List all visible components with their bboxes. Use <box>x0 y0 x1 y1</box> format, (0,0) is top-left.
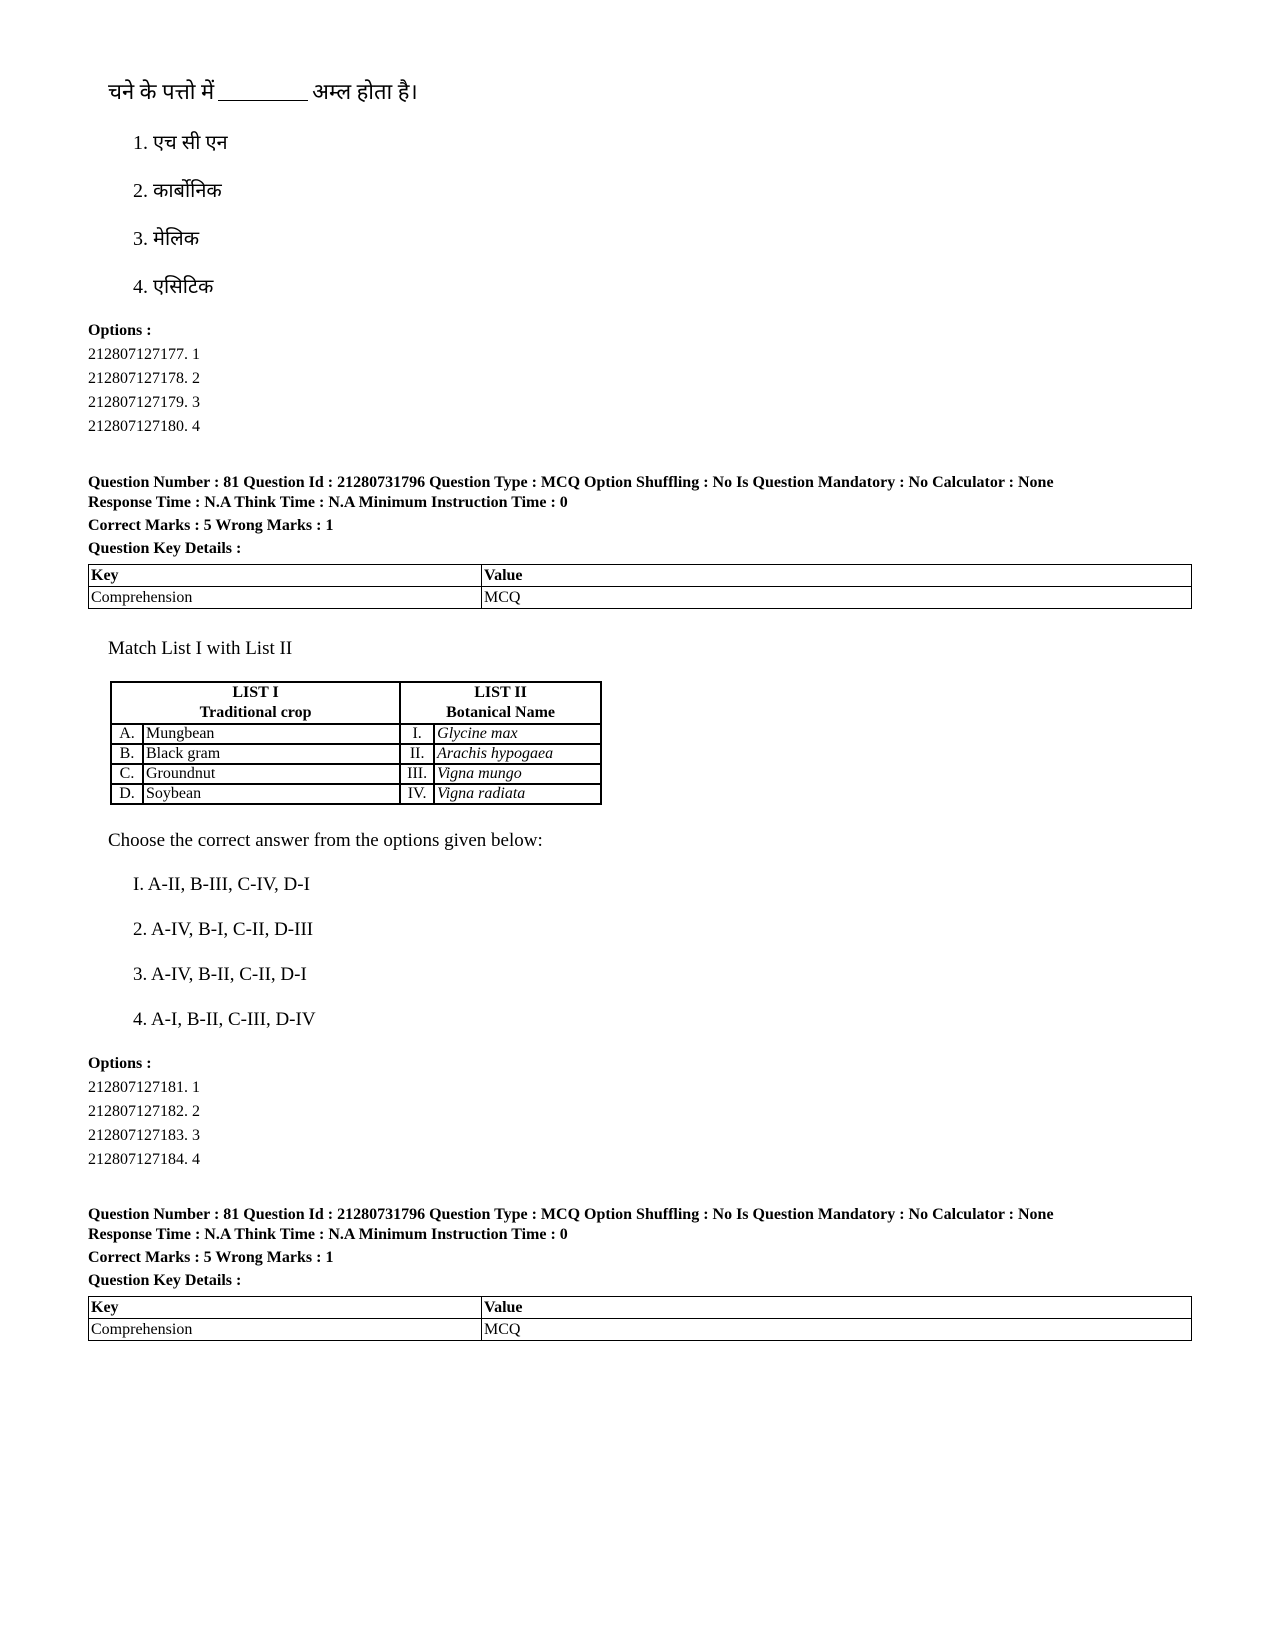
row-botanical: Vigna radiata <box>434 784 601 804</box>
match-row <box>111 764 601 784</box>
answer-choice-4: 4. एसिटिक <box>133 276 214 298</box>
option-id-1: 212807127177. 1 <box>88 346 200 363</box>
match-table <box>110 681 602 805</box>
option-id-4: 212807127180. 4 <box>88 418 200 435</box>
table-row <box>89 587 1192 609</box>
answer-choice-3: 3. मेलिक <box>133 228 200 250</box>
row-letter: D. <box>111 784 143 804</box>
answer-choice-3: 3. A-IV, B-II, C-II, D-I <box>133 964 307 985</box>
key-cell: Comprehension <box>89 587 482 609</box>
value-header: Value <box>482 565 1192 587</box>
row-letter: A. <box>111 724 143 744</box>
row-botanical: Arachis hypogaea <box>434 744 601 764</box>
option-id-4: 212807127184. 4 <box>88 1151 200 1168</box>
list2-header-subtitle: Botanical Name <box>446 704 555 721</box>
row-roman: IV. <box>400 784 434 804</box>
match-header-row <box>111 682 601 724</box>
table-header-row <box>89 565 1192 587</box>
match-row <box>111 784 601 804</box>
match-instruction: Match List I with List II <box>108 638 293 659</box>
answer-choice-1: I. A-II, B-III, C-IV, D-I <box>133 874 310 895</box>
answer-choice-2: 2. कार्बोनिक <box>133 180 222 202</box>
row-botanical: Glycine max <box>434 724 601 744</box>
row-roman: II. <box>400 744 434 764</box>
table-row <box>89 1319 1192 1341</box>
key-cell: Comprehension <box>89 1319 482 1341</box>
answer-choice-1: 1. एच सी एन <box>133 132 228 154</box>
options-block-2 <box>88 1052 200 1172</box>
question-meta-2 <box>88 1205 1054 1291</box>
option-id-3: 212807127183. 3 <box>88 1127 200 1144</box>
meta-question-info: Question Number : 81 Question Id : 21280731796 Question Type : MCQ Option Shuffling : No Is Question Mandatory : No Calculator : None <box>88 474 1054 491</box>
option-id-1: 212807127181. 1 <box>88 1079 200 1096</box>
table-header-row <box>89 1297 1192 1319</box>
value-header: Value <box>482 1297 1192 1319</box>
row-crop: Groundnut <box>143 764 400 784</box>
row-botanical: Vigna mungo <box>434 764 601 784</box>
row-crop: Mungbean <box>143 724 400 744</box>
meta-key-details-label: Question Key Details : <box>88 540 242 557</box>
fill-blank <box>218 82 308 101</box>
list2-header <box>400 682 601 724</box>
question-stem-hindi <box>108 76 418 106</box>
answer-choice-4: 4. A-I, B-II, C-III, D-IV <box>133 1009 316 1030</box>
meta-response-time: Response Time : N.A Think Time : N.A Minimum Instruction Time : 0 <box>88 1226 568 1243</box>
list1-header-title: LIST I <box>232 684 279 701</box>
options-block-1 <box>88 319 200 439</box>
key-header: Key <box>89 1297 482 1319</box>
meta-key-details-label: Question Key Details : <box>88 1272 242 1289</box>
list2-header-title: LIST II <box>474 684 527 701</box>
option-id-3: 212807127179. 3 <box>88 394 200 411</box>
meta-marks: Correct Marks : 5 Wrong Marks : 1 <box>88 517 334 534</box>
row-roman: III. <box>400 764 434 784</box>
meta-question-info: Question Number : 81 Question Id : 21280731796 Question Type : MCQ Option Shuffling : No Is Question Mandatory : No Calculator : None <box>88 1206 1054 1223</box>
meta-response-time: Response Time : N.A Think Time : N.A Minimum Instruction Time : 0 <box>88 494 568 511</box>
row-crop: Soybean <box>143 784 400 804</box>
option-id-2: 212807127182. 2 <box>88 1103 200 1120</box>
match-row <box>111 724 601 744</box>
value-cell: MCQ <box>482 587 1192 609</box>
key-details-table-2 <box>88 1296 1192 1341</box>
row-crop: Black gram <box>143 744 400 764</box>
choose-instruction: Choose the correct answer from the options given below: <box>108 830 543 851</box>
question-meta-1 <box>88 473 1054 559</box>
stem-text-after: अम्ल होता है। <box>312 79 418 104</box>
stem-text-before: चने के पत्तो में <box>108 79 215 104</box>
row-roman: I. <box>400 724 434 744</box>
key-header: Key <box>89 565 482 587</box>
value-cell: MCQ <box>482 1319 1192 1341</box>
meta-marks: Correct Marks : 5 Wrong Marks : 1 <box>88 1249 334 1266</box>
options-header: Options : <box>88 1055 152 1072</box>
options-header: Options : <box>88 322 152 339</box>
match-row <box>111 744 601 764</box>
answer-choice-2: 2. A-IV, B-I, C-II, D-III <box>133 919 314 940</box>
row-letter: B. <box>111 744 143 764</box>
key-details-table-1 <box>88 564 1192 609</box>
list1-header-subtitle: Traditional crop <box>199 704 312 721</box>
option-id-2: 212807127178. 2 <box>88 370 200 387</box>
row-letter: C. <box>111 764 143 784</box>
list1-header <box>111 682 400 724</box>
